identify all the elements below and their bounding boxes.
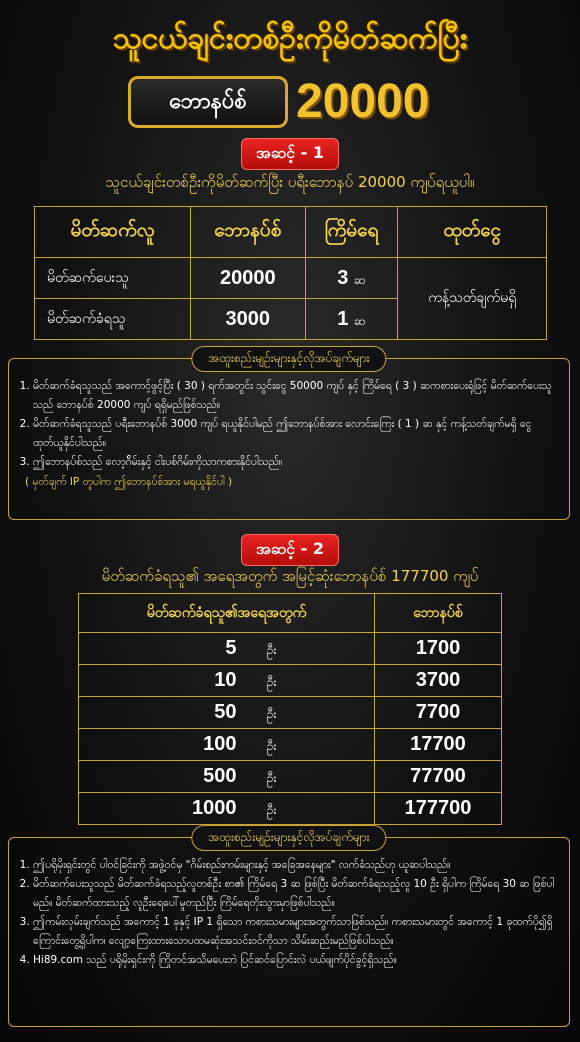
tier-count: 10 ဦး <box>79 665 375 697</box>
table-row <box>79 665 502 697</box>
header-withdraw: ထုတ်ငွေ <box>398 207 547 258</box>
tier-table <box>78 593 502 825</box>
table-row <box>79 761 502 793</box>
row-times: 3 ဆ <box>305 258 398 299</box>
bonus-label-pill <box>128 76 288 128</box>
row-who: မိတ်ဆက်ခံရသူ <box>35 299 191 340</box>
table-row <box>79 793 502 825</box>
tier-bonus: 1700 <box>374 633 501 665</box>
rule-item: 3. ဤကမ်းလှမ်းချက်သည် အကောင့် 1 ခုနှင့် IP 1 ရှိသော ကစားသမားများအတွက်သာဖြစ်သည်။ ကစားသမားတွင် အကောင့် 1 ခုထက်ပို၍ရှိကြောင်းတွေ့ရှိပါက၊ လျော့ကြေးထားသောပထမဆုံးအသင်းဝင်ကိုသာ သိမ်းဆည်းမည်ဖြစ်ပါသည်။ <box>33 913 559 951</box>
stage-2-headline: မိတ်ဆက်ခံရသူ၏ အရေအတွက် အမြင့်ဆုံးဘောနပ်စ် 177700 ကျပ် <box>101 567 479 585</box>
tier-bonus: 77700 <box>374 761 501 793</box>
stage-1-badge: အဆင့် - 1 <box>241 138 339 170</box>
table-row <box>35 258 547 299</box>
table-header-row <box>79 594 502 633</box>
table-header-row <box>35 207 547 258</box>
rule-item: 1. မိတ်ဆက်ခံရသူသည် အကောင့်ဖွင့်ပြီး ( 30 ) ရက်အတွင်း သွင်းငွေ 50000 ကျပ် နှင့် ကြိမ်ရေ ( 3 ) ဆကစားပေးရုံဖြင့် မိတ်ဆက်ပေးသူသည် ဘောနပ်စ် 20000 ကျပ် ရရှိမည်ဖြစ်သည်။ <box>33 377 559 415</box>
rule-item: 3. ဤဘောနပ်စ်သည် လော့ဂ်ိမ်းနှင့် ငါးပစ်ဂိမ်းကိုသာကစားနိုင်ပါသည်။ <box>33 453 559 472</box>
tier-bonus: 7700 <box>374 697 501 729</box>
rules-box-2 <box>8 830 570 1027</box>
stage-2-badge: အဆင့် - 2 <box>241 534 339 566</box>
rule-item: 4. Hi89.com သည် ပရိုမိုးရှင်းကို ကြိုတင်အသိမပေးဘဲ ပြင်ဆင်ပြောင်းလဲ ပယ်ဖျက်ပိုင်ခွင့်ရှိသည်။ <box>33 951 559 970</box>
tier-count: 1000 ဦး <box>79 793 375 825</box>
rule-item: 2. မိတ်ဆက်ပေးသူသည် မိတ်ဆက်ခံရသည့်လူတစ်ဦး စာ၏ ကြိမ်ရေ 3 ဆ ဖြစ်ပြီး မိတ်ဆက်ခံရသည့်လူ 10 ဦး ရှိပါက ကြိမ်ရေ 30 ဆ ဖြစ်ပါမည်။ မိတ်ဆက်ထားသည့် လူဦးရေပေါ်မူတည်ပြီး ကြိမ်ရေတိုးသွားမှာဖြစ်ပါသည်။ <box>33 875 559 913</box>
row-who: မိတ်ဆက်ပေးသူ <box>35 258 191 299</box>
header-bonus: ဘောနပ်စ် <box>374 594 501 633</box>
table-row <box>79 697 502 729</box>
rules-box-1 <box>8 351 570 520</box>
rule-remark: ( မှတ်ချက် IP တူပါက ဤဘောနပ်စ်အား မရယူနိုင်ပါ ) <box>25 476 233 488</box>
tier-bonus: 17700 <box>374 729 501 761</box>
row-bonus: 3000 <box>191 299 305 340</box>
header-referrer: မိတ်ဆက်လူ <box>35 207 191 258</box>
bonus-label: ဘောနပ်စ် <box>169 88 247 114</box>
stage-1-headline: သူငယ်ချင်းတစ်ဦးကိုမိတ်ဆက်ပြီး ပရီးဘောနပ် 20000 ကျပ်ရယူပါ။ <box>105 173 475 191</box>
tier-count: 500 ဦး <box>79 761 375 793</box>
tier-bonus: 177700 <box>374 793 501 825</box>
rule-item: 2. မိတ်ဆက်ခံရသူသည် ပရီးဘောနပ်စ် 3000 ကျပ် ရယူနိုင်ပါမည် ဤဘောနပ်စ်အား လောင်းကြေး ( 1 ) ဆ နှင့် ကန့်သတ်ချက်မရှိ ငွေထုတ်ယူနိုင်ပါသည်။ <box>33 415 559 453</box>
table-row <box>79 633 502 665</box>
withdraw-limit: ကန့်သတ်ချက်မရှိ <box>398 258 547 340</box>
table-row <box>79 729 502 761</box>
row-times: 1 ဆ <box>305 299 398 340</box>
referral-table <box>34 206 547 340</box>
tier-bonus: 3700 <box>374 665 501 697</box>
promo-title: သူငယ်ချင်းတစ်ဦးကိုမိတ်ဆက်ပြီး <box>112 21 468 56</box>
bonus-amount: 20000 <box>296 75 430 128</box>
header-bonus: ဘောနပ်စ် <box>191 207 305 258</box>
row-bonus: 20000 <box>191 258 305 299</box>
rules-title: အထူးစည်းမျဉ်းများနှင့်လိုအပ်ချက်များ <box>191 825 386 851</box>
rules-title: အထူးစည်းမျဉ်းများနှင့်လိုအပ်ချက်များ <box>191 346 386 372</box>
header-rollover: ကြိမ်ရေ <box>305 207 398 258</box>
tier-count: 100 ဦး <box>79 729 375 761</box>
tier-count: 50 ဦး <box>79 697 375 729</box>
tier-count: 5 ဦး <box>79 633 375 665</box>
bonus-row <box>128 72 458 132</box>
rule-item: 1. ဤပရိုမိုးရှင်းတွင် ပါဝင်ခြင်းကို အဖွဲ့ဝင်မှ "ဂိမ်းစည်းကမ်းများနှင့် အခြေအနေများ" လက်ခံသည်ဟု ယူဆပါသည်။ <box>33 856 559 875</box>
header-count: မိတ်ဆက်ခံရသူ၏အရေအတွက် <box>79 594 375 633</box>
